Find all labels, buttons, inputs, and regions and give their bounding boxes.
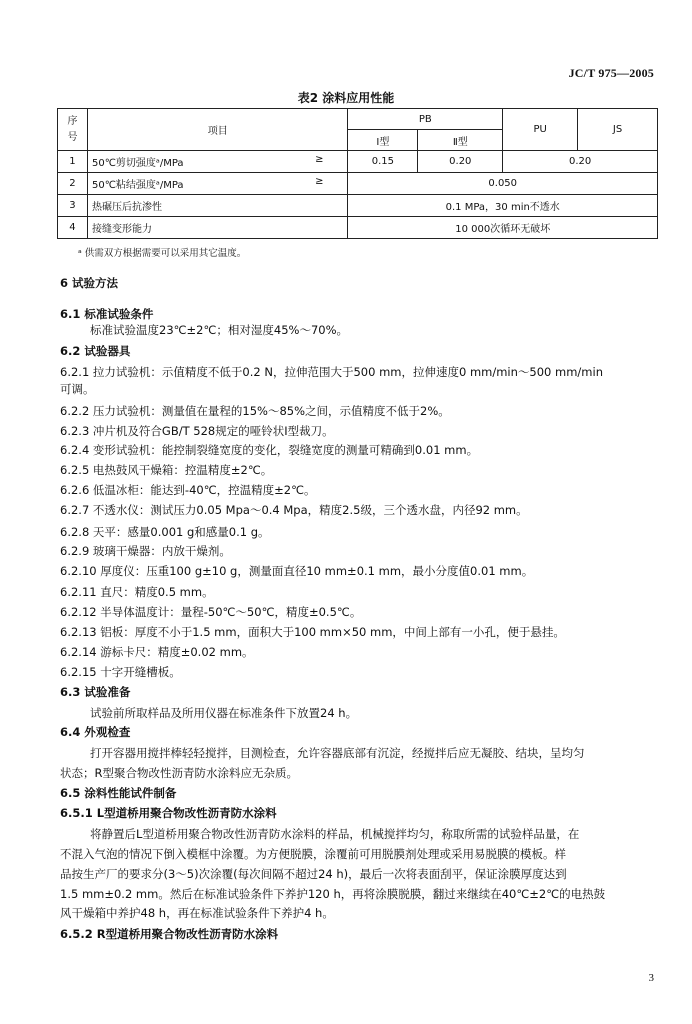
- body-line: 6.4 外观检查: [60, 725, 131, 739]
- table-row: [58, 151, 658, 173]
- row-item: 热碾压后抗渗性: [87, 195, 347, 217]
- body-line: 6.2.11 直尺：精度0.5 mm。: [60, 585, 214, 599]
- row-no: 3: [58, 195, 88, 217]
- body-line: 6.3 试验准备: [60, 685, 131, 699]
- row-value: 0.1 MPa，30 min不透水: [348, 195, 658, 217]
- body-line: 6.2.14 游标卡尺：精度±0.02 mm。: [60, 645, 254, 659]
- body-line: 6.2.3 冲片机及符合GB/T 528规定的哑铃状Ⅰ型裁刀。: [60, 424, 334, 438]
- body-line: 6.2.4 变形试验机：能控制裂缝宽度的变化，裂缝宽度的测量可精确到0.01 mm。: [60, 443, 479, 457]
- body-line: 将静置后L型道桥用聚合物改性沥青防水涂料的样品，机械搅拌均匀，称取所需的试验样品量，在: [90, 827, 580, 841]
- body-line: 6.5.1 L型道桥用聚合物改性沥青防水涂料: [60, 806, 277, 820]
- row-value: 10 000次循环无破坏: [348, 217, 658, 239]
- row-symbol: ≥: [315, 154, 324, 165]
- header-item: 项目: [87, 109, 347, 151]
- body-line: 不混入气泡的情况下倒入模框中涂覆。为方便脱膜，涂覆前可用脱膜剂处理或采用易脱膜的模板。样: [60, 847, 566, 861]
- body-line: 6.2.10 厚度仪：压重100 g±10 g，测量面直径10 mm±0.1 mm，最小分度值0.01 mm。: [60, 564, 534, 578]
- header-pb-type2: Ⅱ型: [418, 130, 503, 151]
- table-header-row: [58, 109, 658, 130]
- row-no: 1: [58, 151, 88, 173]
- body-line: 6.2.9 玻璃干燥器：内放干燥剂。: [60, 544, 231, 558]
- body-line: 风干燥箱中养护48 h，再在标准试验条件下养护4 h。: [60, 906, 334, 920]
- performance-table: [57, 108, 658, 239]
- table-row: [58, 217, 658, 239]
- row-no: 4: [58, 217, 88, 239]
- body-line: 标准试验温度23℃±2℃；相对湿度45%～70%。: [90, 323, 349, 337]
- body-line: 打开容器用搅拌棒轻轻搅拌，目测检查，允许容器底部有沉淀，经搅拌后应无凝胶、结块，呈均匀: [90, 746, 585, 760]
- table-caption: 表2 涂料应用性能: [297, 91, 395, 105]
- header-pb: PB: [348, 109, 503, 130]
- row-no: 2: [58, 173, 88, 195]
- row-item-label: 50℃剪切强度ᵃ/MPa: [91, 158, 184, 169]
- row-value-pb2: 0.20: [418, 151, 503, 173]
- body-line: 6.5 涂料性能试件制备: [60, 786, 177, 800]
- row-item-label: 50℃粘结强度ᵃ/MPa: [91, 180, 184, 191]
- body-line: 6.2.15 十字开缝槽板。: [60, 665, 181, 679]
- row-value: 0.050: [348, 173, 658, 195]
- body-line: 6 试验方法: [60, 276, 119, 290]
- page-number: 3: [648, 972, 654, 984]
- body-line: 6.2.2 压力试验机：测量值在量程的15%～85%之间，示值精度不低于2%。: [60, 404, 450, 418]
- table-row: [58, 195, 658, 217]
- body-line: 6.5.2 R型道桥用聚合物改性沥青防水涂料: [60, 927, 279, 941]
- header-pu: PU: [503, 109, 578, 151]
- row-item: [87, 173, 347, 195]
- body-line: 状态；R型聚合物改性沥青防水涂料应无杂质。: [60, 766, 298, 780]
- row-value-pu-js: 0.20: [503, 151, 658, 173]
- body-line: 品按生产厂的要求分(3～5)次涂覆(每次间隔不超过24 h)，最后一次将表面刮平，保证涂膜厚度达到: [60, 867, 567, 881]
- body-line: 6.2.5 电热鼓风干燥箱：控温精度±2℃。: [60, 463, 273, 477]
- standard-number: JC/T 975—2005: [568, 66, 654, 80]
- row-item: 接缝变形能力: [87, 217, 347, 239]
- header-no: 序 号: [58, 109, 88, 151]
- body-line: 6.2 试验器具: [60, 344, 131, 358]
- body-line: 6.2.8 天平：感量0.001 g和感量0.1 g。: [60, 525, 270, 539]
- body-line: 试验前所取样品及所用仪器在标准条件下放置24 h。: [90, 706, 358, 720]
- body-line: 6.1 标准试验条件: [60, 307, 154, 321]
- body-line: 6.2.12 半导体温度计：量程-50℃～50℃，精度±0.5℃。: [60, 605, 362, 619]
- table-footnote: ᵃ 供需双方根据需要可以采用其它温度。: [78, 248, 247, 259]
- body-line: 6.2.6 低温冰柜：能达到-40℃，控温精度±2℃。: [60, 483, 316, 497]
- row-item: [87, 151, 347, 173]
- row-symbol: ≥: [315, 176, 324, 187]
- body-line: 6.2.7 不透水仪：测试压力0.05 Mpa～0.4 Mpa，精度2.5级，三个透水盘，内径92 mm。: [60, 503, 528, 517]
- header-pb-type1: Ⅰ型: [348, 130, 418, 151]
- body-line: 6.2.13 铝板：厚度不小于1.5 mm，面积大于100 mm×50 mm，中间上部有一小孔，便于悬挂。: [60, 625, 565, 639]
- table-row: [58, 173, 658, 195]
- header-js: JS: [578, 109, 658, 151]
- body-line: 6.2.1 拉力试验机：示值精度不低于0.2 N，拉伸范围大于500 mm，拉伸速度0 mm/min～500 mm/min: [60, 365, 603, 379]
- body-line: 1.5 mm±0.2 mm。然后在标准试验条件下养护120 h，再将涂膜脱膜，翻过来继续在40℃±2℃的电热鼓: [60, 887, 606, 901]
- body-line: 可调。: [60, 382, 95, 396]
- row-value-pb1: 0.15: [348, 151, 418, 173]
